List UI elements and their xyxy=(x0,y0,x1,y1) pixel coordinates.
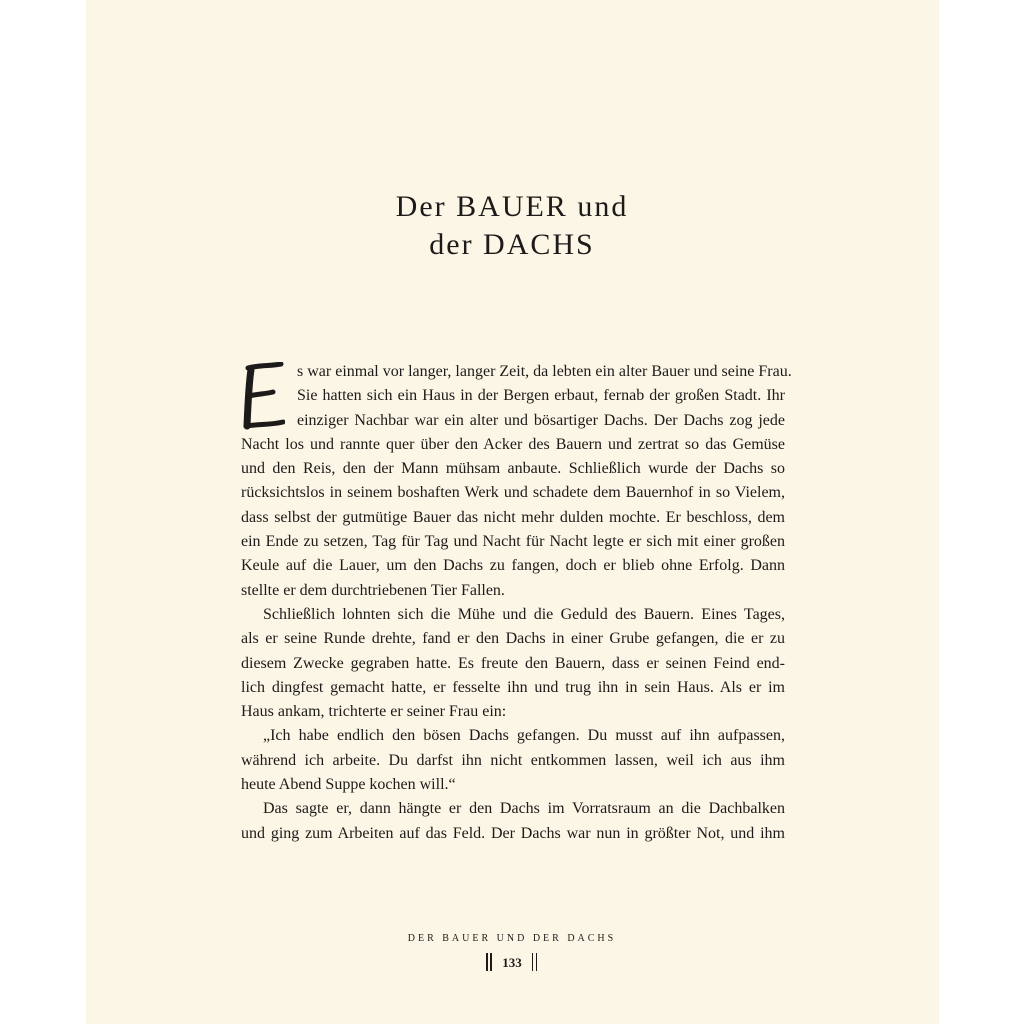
text-line: und den Reis, den der Mann mühsam anbaute. Schließlich wurde der Dachs so xyxy=(241,460,785,478)
text-line: als er seine Runde drehte, fand er den Dachs in einer Grube gefangen, die er zu xyxy=(241,630,785,648)
chapter-title xyxy=(0,188,1024,264)
running-title: DER BAUER UND DER DACHS xyxy=(407,933,617,944)
dropcap-letter xyxy=(241,362,285,432)
page-number: 133 xyxy=(502,955,522,970)
text-line: Keule auf die Lauer, um den Dachs zu fangen, doch er blieb ohne Erfolg. Dann xyxy=(241,557,785,575)
page-number-ornament-icon xyxy=(486,953,496,971)
page-number-ornament-icon xyxy=(528,953,538,971)
text-line: während ich arbeite. Du darfst ihn nicht entkommen lassen, weil ich aus ihm xyxy=(241,751,785,769)
page-number-block xyxy=(0,955,1024,973)
text-line: Das sagte er, dann hängte er den Dachs im Vorratsraum an die Dachbalken xyxy=(263,800,785,818)
text-line: ein Ende zu setzen, Tag für Tag und Nacht für Nacht legte er sich mit einer großen xyxy=(241,533,785,551)
story-text xyxy=(241,360,792,846)
text-line: stellte er dem durchtriebenen Tier Fallen. xyxy=(241,581,505,599)
text-line: Haus ankam, trichterte er seiner Frau ein: xyxy=(241,703,507,721)
text-line: und ging zum Arbeiten auf das Feld. Der Dachs war nun in größter Not, und ihm xyxy=(241,824,785,842)
text-line: s war einmal vor langer, langer Zeit, da lebten ein alter Bauer und seine Frau. xyxy=(297,363,792,380)
text-line: „Ich habe endlich den bösen Dachs gefangen. Du musst auf ihn aufpassen, xyxy=(263,727,785,745)
text-line: diesem Zwecke gegraben hatte. Es freute den Bauern, dass er seinen Feind end- xyxy=(241,654,785,672)
text-line: Nacht los und rannte quer über den Acker des Bauern und zertrat so das Gemüse xyxy=(241,435,785,453)
text-line: lich dingfest gemacht hatte, er fesselte ihn und trug ihn in sein Haus. Als er im xyxy=(241,678,785,696)
text-line: Sie hatten sich ein Haus in der Bergen erbaut, fernab der großen Stadt. Ihr xyxy=(297,387,785,405)
text-line: dass selbst der gutmütige Bauer das nicht mehr dulden mochte. Er beschloss, dem xyxy=(241,508,785,526)
text-line: Schließlich lohnten sich die Mühe und die Geduld des Bauern. Eines Tages, xyxy=(263,605,785,623)
chapter-title-line-2: der DACHS xyxy=(429,228,595,261)
chapter-title-line-1: Der BAUER und xyxy=(395,190,629,223)
text-line: heute Abend Suppe kochen will.“ xyxy=(241,776,456,794)
text-line: rücksichtslos in seinem boshaften Werk und schadete dem Bauernhof in so Vielem, xyxy=(241,484,785,502)
text-line: einziger Nachbar war ein alter und bösartiger Dachs. Der Dachs zog jede xyxy=(297,411,785,429)
